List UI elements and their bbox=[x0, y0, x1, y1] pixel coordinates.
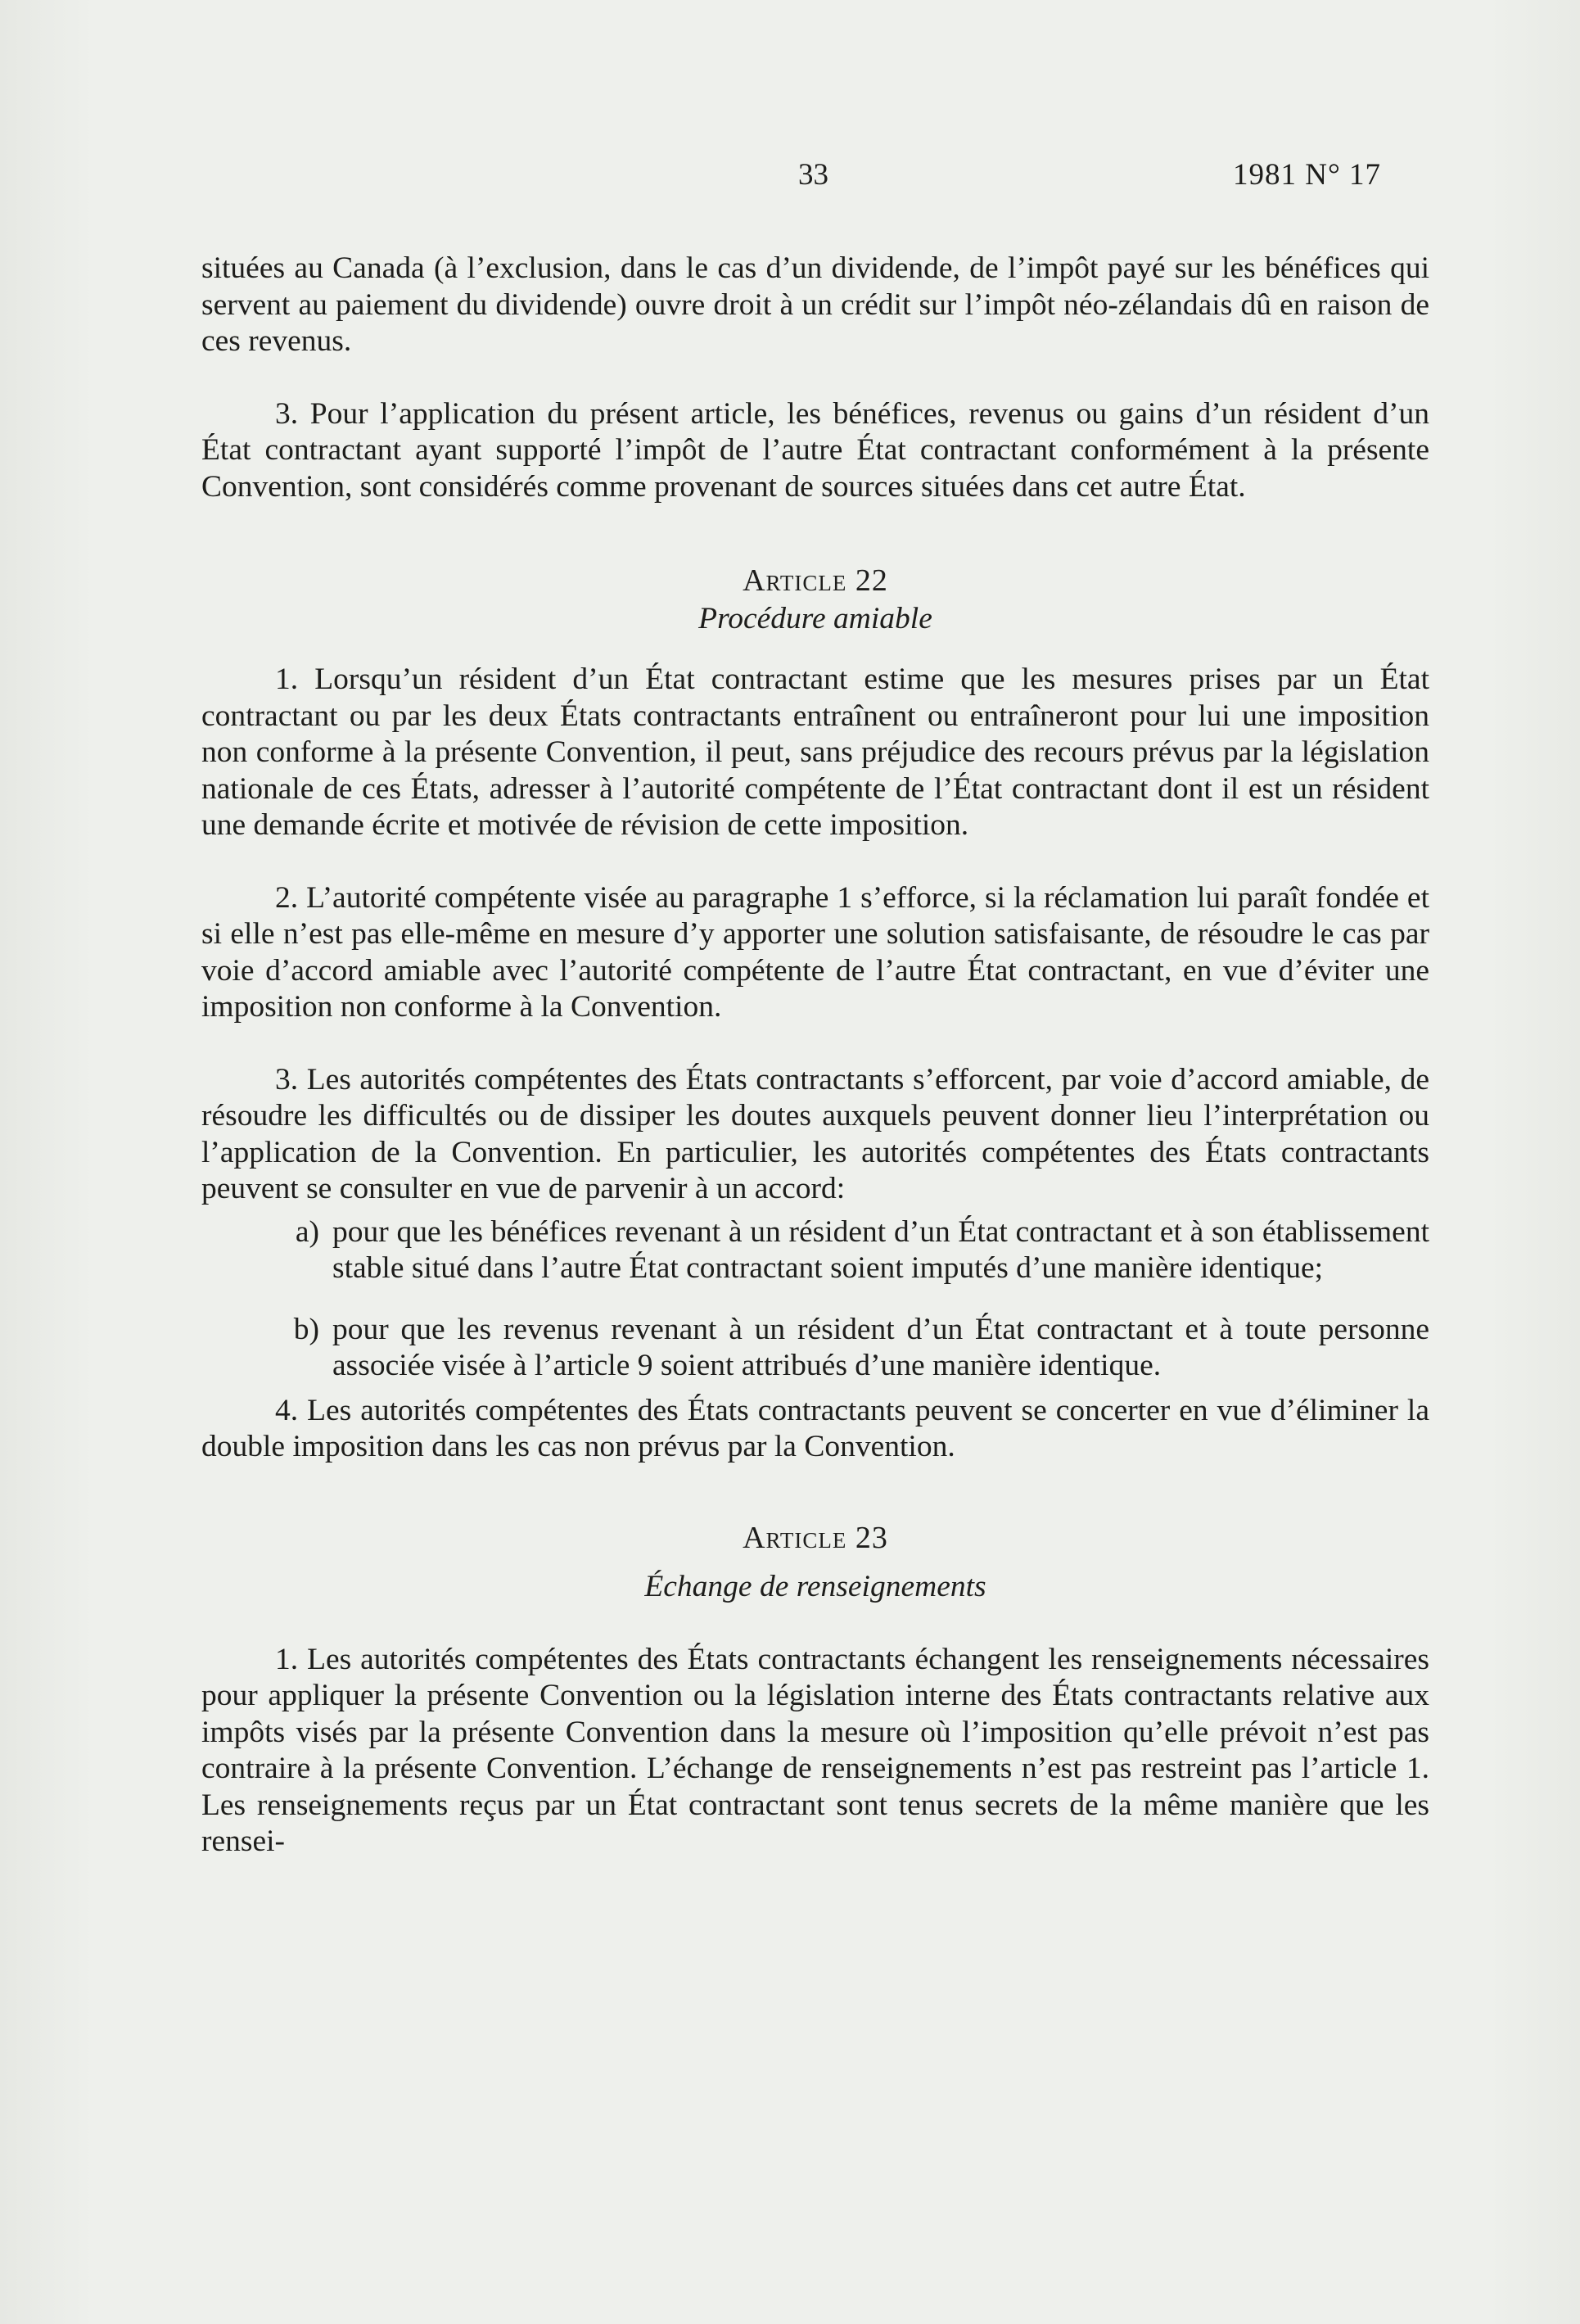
list-item-text: pour que les bénéfices revenant à un résident d’un État contractant et à son établissement stable situé dans l’autre État contractant soient imputés d’une manière identique; bbox=[332, 1214, 1429, 1285]
paragraph: 3. Les autorités compétentes des États contractants s’efforcent, par voie d’accord amiable, de résoudre les difficultés ou de dissiper les doutes auxquels peuvent donner lieu l’interprétation ou l’application de la Convention. En particulier, les autorités compétentes des États contractants peuvent se consulter en vue de parvenir à un accord: bbox=[201, 1062, 1429, 1205]
list-item bbox=[201, 1312, 1429, 1385]
article-subtitle: Échange de renseignements bbox=[644, 1570, 986, 1603]
page-number: 33 bbox=[798, 158, 828, 192]
list-item-label: a) bbox=[295, 1214, 319, 1249]
page-header bbox=[0, 157, 1580, 198]
article-title: Article 23 bbox=[743, 1520, 888, 1555]
list-item-text: pour que les revenus revenant à un résident d’un État contractant et à toute personne associée visée à l’article 9 soient attribués d’une manière identique. bbox=[332, 1312, 1429, 1382]
list-item-label: b) bbox=[293, 1312, 319, 1346]
paragraph: 2. L’autorité compétente visée au paragraphe 1 s’efforce, si la réclamation lui paraît fondée et si elle n’est pas elle-même en mesure d’y apporter une solution satisfaisante, de résoudre le cas par voie d’accord amiable avec l’autorité compétente de l’autre État contractant, en vue d’éviter une imposition non conforme à la Convention. bbox=[201, 880, 1429, 1024]
paragraph: 1. Lorsqu’un résident d’un État contractant estime que les mesures prises par un État contractant ou par les deux États contractants entraînent ou entraîneront pour lui une imposition non conforme à la présente Convention, il peut, sans préjudice des recours prévus par la législation nationale de ces États, adresser à l’autorité compétente de l’État contractant dont il est un résident une demande écrite et motivée de révision de cette imposition. bbox=[201, 662, 1429, 842]
document-reference: 1981 N° 17 bbox=[1233, 158, 1382, 192]
paragraph: 4. Les autorités compétentes des États contractants peuvent se concerter en vue d’éliminer la double imposition dans les cas non prévus par la Convention. bbox=[201, 1393, 1429, 1463]
body-text bbox=[201, 251, 1429, 1861]
paragraph: 1. Les autorités compétentes des États contractants échangent les renseignements nécessaires pour appliquer la présente Convention ou la législation interne des États contractants relative aux impôts visés par la présente Convention dans la mesure où l’imposition qu’elle prévoit n’est pas contraire à la présente Convention. L’échange de renseignements n’est pas restreint pas l’article 1. Les renseignements reçus par un État contractant sont tenus secrets de la même manière que les rensei- bbox=[201, 1642, 1429, 1858]
paragraph: situées au Canada (à l’exclusion, dans le cas d’un dividende, de l’impôt payé sur les bénéfices qui servent au paiement du dividende) ouvre droit à un crédit sur l’impôt néo-zélandais dû en raison de ces revenus. bbox=[201, 251, 1429, 358]
list-item bbox=[201, 1214, 1429, 1287]
article-title: Article 22 bbox=[743, 563, 888, 598]
article-subtitle: Procédure amiable bbox=[698, 601, 932, 635]
paragraph: 3. Pour l’application du présent article, les bénéfices, revenus ou gains d’un résident d’un État contractant ayant supporté l’impôt de l’autre État contractant conformément à la présente Convention, sont considérés comme provenant de sources situées dans cet autre État. bbox=[201, 396, 1429, 504]
